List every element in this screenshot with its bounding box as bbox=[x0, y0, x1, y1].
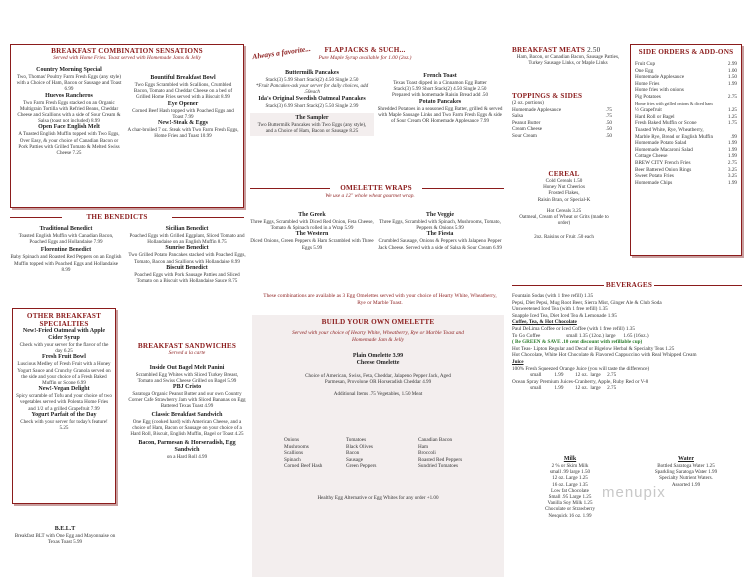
side-name: Home fries with onions bbox=[635, 87, 684, 94]
belt-item bbox=[12, 526, 118, 545]
potato-pancakes-name: Potato Pancakes bbox=[418, 98, 462, 105]
milk-line: Low fat Chocolate bbox=[551, 487, 589, 494]
oatmeal-pancakes-prices: Stack(3) 6.99 Short Stack(2) 5.50 Single 2.99 bbox=[265, 102, 359, 109]
wrap-desc: Crumbled Sausage, Onions & Peppers with Jalapeno Pepper Jack Cheese. Served with a side of Salsa & Sour Cream 6.99 bbox=[378, 238, 502, 251]
sampler-panel bbox=[250, 113, 374, 136]
combo-name: Open Face English Melt bbox=[38, 124, 100, 131]
beverage-subheading: Juice bbox=[512, 358, 524, 365]
sandwich-desc: on a Hard Roll 4.99 bbox=[166, 454, 208, 461]
sandwiches-subtitle: Served a la carte bbox=[168, 350, 206, 356]
side-price: 2.75 bbox=[727, 93, 737, 100]
benedict-desc: Two Grilled Potato Pancakes stacked with Poached Eggs, Tomato, Bacon and Scallions with Hollandaise 8.99 bbox=[128, 252, 246, 265]
french-toast-name: French Toast bbox=[423, 73, 457, 79]
toppings-sub: (2 oz. portions) bbox=[512, 100, 544, 106]
combo-desc: Two Eggs Scrambled with Scallions, Crumbled Bacon, Tomato and Cheddar Cheese on a bed of Grilled Home Fries served with a Biscuit 8.99 bbox=[133, 82, 233, 101]
french-toast-desc: Texas Toast dipped in a Cinnamon Egg Batter bbox=[393, 80, 487, 86]
topping-price: .50 bbox=[605, 132, 612, 139]
topping-price: .50 bbox=[605, 126, 612, 133]
specialty-name: Yogurt Parfait of the Day bbox=[31, 411, 97, 418]
side-price: 1.25 bbox=[727, 107, 737, 114]
combo-name: Country Morning Special bbox=[36, 67, 102, 73]
specialty-desc: Check with your server for today's feature! 5.25 bbox=[20, 418, 108, 432]
side-name: Cottage Cheese bbox=[635, 153, 668, 160]
wrap-name: The Fiesta bbox=[426, 231, 454, 238]
benedict-desc: Baby Spinach and Roasted Red Peppers on an English Muffin topped with Poached Eggs and Hollandaise 8.99 bbox=[10, 254, 122, 273]
milk-line: small .99 large 1.50 bbox=[549, 469, 591, 476]
beverage-line: Ocean Spray Premium Juices-Cranberry, Apple, Ruby Red or V-8 bbox=[512, 378, 649, 385]
omelette-ingredient: Sundried Tomatoes bbox=[418, 463, 459, 470]
wrap-desc: Three Eggs, Scrambled with Diced Red Onion, Feta Cheese, Tomato & Spinach rolled in a Wrap 5.99 bbox=[250, 219, 374, 232]
combo-desc: Corned Beef Hash topped with Poached Eggs and Toast 7.99 bbox=[132, 107, 234, 120]
benedicts-title: THE BENEDICTS bbox=[86, 213, 148, 221]
sandwich-name: Inside Out Bagel Melt Panini bbox=[149, 364, 225, 371]
toppings-title: TOPPINGS & SIDES bbox=[512, 92, 583, 100]
combo-name: Bountiful Breakfast Bowl bbox=[150, 75, 216, 81]
topping-name: Homemade Applesauce bbox=[512, 106, 562, 113]
belt-desc: Breakfast BLT with One Egg and Mayonnaise on Texas Toast 5.99 bbox=[14, 533, 116, 546]
milk-line: Nesquick 16 oz. 1.99 bbox=[548, 512, 592, 519]
side-name: Fruit Cup bbox=[635, 61, 656, 67]
side-name: Home Fries bbox=[635, 80, 660, 87]
divider bbox=[250, 188, 330, 189]
side-name: Home fries with grilled onions & diced ham bbox=[635, 100, 713, 106]
sandwich-name: Bacon, Parmesan & Horseradish, Egg Sandwich bbox=[138, 440, 236, 454]
topping-name: Sour Cream bbox=[512, 132, 537, 139]
potato-pancakes-desc: Shredded Potatoes in a seasoned Egg Batter, grilled & served with Maple Sausage Links and Two Farm Fresh Eggs & side of Sour Cream OR Homemade Applesauce 7.99 bbox=[377, 105, 503, 125]
side-price: 1.99 bbox=[727, 140, 737, 147]
watermark: menupix bbox=[602, 484, 666, 501]
wrap-name: The Veggie bbox=[425, 212, 455, 218]
omelette-ingredient: Scallions bbox=[284, 450, 304, 457]
omelette-ingredient: Mushrooms bbox=[284, 443, 309, 450]
divider bbox=[10, 217, 62, 218]
milk-line: Vanilla Soy Milk 1.25 bbox=[547, 500, 593, 507]
topping-name: Peanut Butter bbox=[512, 119, 541, 126]
side-name: Hard Roll or Bagel bbox=[635, 113, 675, 120]
omelette-ingredient: Onions bbox=[284, 437, 299, 443]
combo-desc: A Toasted English Muffin topped with Two Eggs, Over Easy, & your choice of Canadian Bacon or Pork Patties with Grilled Tomato & Melted Swiss Cheese 7.25 bbox=[18, 131, 120, 157]
additional-items: Additional Items .75 Vegetables, 1.50 Meat bbox=[333, 391, 423, 398]
milk-line: 12 oz. Large 1.25 bbox=[552, 475, 588, 482]
raisins-fruit: 2oz. Raisins or Fruit .50 each bbox=[534, 234, 594, 241]
cheese-omelette-title: Cheese Omelette bbox=[356, 360, 400, 366]
buttermilk-note: *Fruit Pancakes-ask your server for daily choices, add .50each bbox=[255, 83, 369, 96]
topping-name: Cream Cheese bbox=[512, 126, 543, 133]
side-price: 1.25 bbox=[727, 113, 737, 120]
beverage-line: small 1.99 12 oz. large 2.75 bbox=[512, 385, 617, 392]
side-name: Homemade Macaroni Salad bbox=[635, 146, 693, 153]
omelette-ingredient: Tomatoes bbox=[346, 437, 367, 443]
breakfast-meats-title: BREAKFAST MEATS bbox=[512, 46, 586, 54]
omelette-items-col2 bbox=[346, 437, 406, 470]
omelette-ingredient: Black Olives bbox=[346, 443, 373, 450]
benedicts-left-column bbox=[10, 226, 122, 273]
side-name: Toasted White, Rye, Wheatberry, bbox=[635, 126, 704, 133]
specialty-name: New!-Vegan Delight bbox=[38, 386, 90, 393]
milk-line: 16 oz. Large 1.35 bbox=[552, 481, 588, 488]
side-name: Pig Potatoes bbox=[635, 93, 661, 100]
side-name: Homemade Potato Salad bbox=[635, 140, 687, 147]
divider bbox=[422, 188, 504, 189]
milk-line: Chocolate or Strawberry bbox=[544, 506, 596, 513]
wrap-name: The Greek bbox=[298, 212, 326, 218]
breakfast-combos-subtitle: Served with Home Fries. Toast served with Homemade Jams & Jelly bbox=[53, 55, 201, 61]
sampler-desc: Two Buttermilk Pancakes with Two Eggs (any style), and a Choice of Ham, Bacon or Sausage 8.25 bbox=[257, 121, 367, 135]
always-favorite-tag: Always a favorite... bbox=[251, 43, 312, 62]
cereal-section bbox=[508, 170, 620, 241]
side-name: Sweet Potato Fries bbox=[635, 173, 674, 180]
milk-title: Milk bbox=[563, 456, 577, 462]
side-name: BREW CITY French Fries bbox=[635, 159, 691, 166]
side-price: 1.00 bbox=[727, 67, 737, 74]
sandwich-desc: One Egg (cooked hard) with American Cheese, and a choice of Ham, Bacon or Sausage on your choice of a Hard Roll, Biscuit, English Muffin, Bagel or Toast 4.25 bbox=[130, 418, 244, 437]
combo-name: Huevos Rancheros bbox=[45, 92, 93, 99]
combos-left-column bbox=[15, 67, 123, 156]
breakfast-meats-section bbox=[512, 46, 624, 66]
hot-cereals: Hot Cereals 3.25 bbox=[546, 207, 582, 214]
side-name: Fresh Baked Muffin or Scone bbox=[635, 120, 697, 127]
side-price: 3.25 bbox=[727, 173, 737, 180]
build-omelette-panel bbox=[252, 315, 504, 577]
topping-price: .75 bbox=[605, 113, 612, 120]
wraps-note: These combinations are available as 3 Egg Omelettes served with your choice of Hearty White, Wheatberry, Rye or Marble Toast. bbox=[263, 293, 497, 306]
water-title: Water bbox=[678, 456, 694, 462]
wrap-name: The Western bbox=[295, 231, 329, 238]
combo-name: Eye Opener bbox=[167, 100, 199, 107]
side-name: One Egg bbox=[635, 67, 654, 74]
other-specialties-box bbox=[12, 308, 116, 504]
cereal-title: CEREAL bbox=[548, 170, 580, 178]
beverage-subheading: Coffee, Tea, & Hot Chocolate bbox=[512, 319, 577, 326]
oatmeal-pancakes-name: Ida's Original Swedish Oatmeal Pancakes bbox=[258, 95, 366, 102]
pancakes-column bbox=[250, 70, 374, 136]
sandwich-desc: Saratoga Organic Peanut Butter and our own Country Corner Cafe Strawberry Jam with Sliced Bananas on Egg Battered Texas Toast 4.99 bbox=[128, 390, 246, 410]
side-price: 1.99 bbox=[727, 146, 737, 153]
topping-price: .75 bbox=[605, 106, 612, 113]
omelette-ingredient: Bacon bbox=[346, 450, 360, 457]
sandwich-name: Classic Breakfast Sandwich bbox=[151, 411, 223, 418]
beverage-line: Hot Chocolate, White Hot Chocolate & Flavored Cappuccino with Real Whipped Cream bbox=[512, 352, 697, 359]
hot-cereals-desc: Oatmeal, Cream of Wheat or Grits (made to order) bbox=[519, 214, 609, 227]
beverage-line: Snapple Iced Tea, Diet Iced Tea & Lemonade 1.95 bbox=[512, 312, 617, 319]
sandwiches-section bbox=[128, 342, 246, 460]
beverage-line: To Go Coffee small 1.35 (12oz.) large 1.65 (16oz.) bbox=[512, 332, 649, 339]
side-price: 1.99 bbox=[727, 80, 737, 87]
beverage-line: Fountain Sodas (with 1 free refill) 1.35 bbox=[512, 293, 594, 299]
omelette-items-col1 bbox=[284, 437, 344, 470]
water-line: Sparkling Saratoga Water 1.99 bbox=[654, 469, 718, 476]
side-name: Beer Battered Onion Rings bbox=[635, 166, 692, 173]
side-price: 2.99 bbox=[727, 61, 737, 67]
benedict-desc: Poached Eggs with Grilled Eggplant, Sliced Tomato and Hollandaise on an English Muffin 8.75 bbox=[129, 233, 245, 246]
combo-name: New!-Steak & Eggs bbox=[158, 120, 208, 127]
side-orders-box bbox=[630, 44, 742, 256]
toast-column bbox=[376, 73, 504, 124]
specialty-name: Fresh Fruit Bowl bbox=[42, 354, 86, 361]
omelette-items-col3 bbox=[418, 437, 502, 470]
benedict-desc: Poached Eggs with Pork Sausage Patties and Sliced Tomato on a Biscuit with Hollandaise Sauce 8.75 bbox=[134, 271, 240, 285]
omelette-ingredient: Canadian Bacon bbox=[418, 437, 453, 443]
build-omelette-subtitle: Served with your choice of Hearty White, Wheatberry, Rye or Marble Toast and Homemade Jam & Jelly bbox=[292, 330, 464, 343]
other-specialties-title: SPECIALTIES bbox=[39, 320, 89, 328]
sandwich-name: PBJ Cristo bbox=[172, 383, 202, 390]
side-orders-title: SIDE ORDERS & ADD-ONS bbox=[638, 48, 734, 56]
side-price: 1.50 bbox=[727, 74, 737, 81]
milk-line: 2 % or Skim Milk bbox=[551, 463, 589, 469]
plain-omelette: Plain Omelette 3.99 bbox=[352, 353, 404, 359]
benedict-desc: Toasted English Muffin with Canadian Bacon, Poached Eggs and Hollandaise 7.99 bbox=[18, 233, 114, 246]
beverage-line: 100% Fresh Squeezed Orange Juice (you will taste the difference) bbox=[512, 365, 650, 372]
side-name: ½ Grapefruit bbox=[635, 107, 662, 114]
side-name: Marble Rye, Bread or English Muffin bbox=[635, 133, 714, 140]
toppings-section bbox=[512, 92, 612, 140]
breakfast-combos-box bbox=[10, 44, 244, 208]
side-name: Homemade Applesauce bbox=[635, 74, 685, 81]
divider bbox=[512, 285, 604, 286]
benedict-name: Florentine Benedict bbox=[40, 247, 92, 254]
sandwich-desc: Scrambled Egg Whites with Sliced Turkey Breast, Tomato and Swiss Cheese Grilled on Bagel 5.99 bbox=[135, 371, 239, 384]
water-line: Assorted 1.99 bbox=[671, 481, 701, 488]
sampler-name: The Sampler bbox=[295, 114, 329, 121]
side-orders-list bbox=[631, 61, 741, 186]
build-omelette-title: BUILD YOUR OWN OMELETTE bbox=[321, 318, 435, 326]
buttermilk-name: Buttermilk Pancakes bbox=[285, 70, 339, 76]
beverage-line: Paul DeLima Coffee or Iced Coffee (with 1 free refill) 1.35 bbox=[512, 325, 635, 332]
egg-alternative-note: Healthy Egg Alternative or Egg Whites for any order +1.00 bbox=[317, 495, 439, 501]
milk-line: Small .95 Large 1.25 bbox=[548, 494, 592, 501]
cereal-option: Raisin Bran, or Special-K bbox=[537, 196, 591, 203]
side-price: 1.99 bbox=[727, 153, 737, 160]
combo-desc: A char-broiled 7 oz. Steak with Two Farm Fresh Eggs, Home Fries and Toast 10.99 bbox=[127, 127, 239, 140]
beverages-title: BEVERAGES bbox=[605, 281, 653, 289]
omelette-ingredient: Corned Beef Hash bbox=[284, 463, 323, 470]
benedict-name: Sunrise Benedict bbox=[165, 245, 209, 252]
benedicts-right-column bbox=[128, 226, 246, 284]
side-price: 1.99 bbox=[727, 179, 737, 186]
cold-cereals: Cold Cereals 1.50 bbox=[545, 178, 583, 184]
buttermilk-prices: Stack(3) 5.99 Short Stack(2) 4.50 Single 2.50 bbox=[265, 77, 359, 83]
omelette-ingredient: Green Peppers bbox=[346, 463, 377, 470]
divider bbox=[172, 217, 244, 218]
wrap-desc: Three Eggs, Scrambled with Spinach, Mushrooms, Tomato, Peppers & Onions 5.99 bbox=[379, 219, 501, 232]
specialty-desc: Luscious Medley of Fresh Fruit with a Honey Yogurt Sauce and Crunchy Granola served on the side and your choice of a Fresh Baked Muffin or Scone 6.99 bbox=[17, 361, 111, 387]
omelette-ingredient: Spinach bbox=[284, 456, 301, 463]
breakfast-combos-title: BREAKFAST COMBINATION SENSATIONS bbox=[51, 47, 203, 55]
specialty-desc: Spicy scramble of Tofu and your choice of two vegetables served with Polenta Home Fries and 1/2 of a grilled Grapefruit 7.99 bbox=[16, 393, 112, 412]
benedict-name: Sicilian Benedict bbox=[165, 226, 209, 232]
flapjacks-subtitle: Pure Maple Syrup available for 1.00 (2oz.) bbox=[318, 55, 412, 61]
wrap-desc: Diced Onions, Green Peppers & Ham Scrambled with Three Eggs 5.99 bbox=[250, 238, 374, 251]
beverages-list bbox=[512, 293, 746, 392]
side-price: 2.75 bbox=[727, 159, 737, 166]
cereal-option: Frosted Flakes, bbox=[548, 190, 580, 197]
side-price: .99 bbox=[730, 133, 737, 140]
omelette-ingredient: Ham bbox=[418, 443, 429, 450]
french-toast-extra: Prepared with homemade Raisin Bread add .50 bbox=[391, 92, 489, 99]
beverage-line: small 1.99 12 oz. large 2.75 bbox=[512, 372, 617, 379]
other-specialties-title: OTHER BREAKFAST bbox=[26, 312, 102, 320]
omelette-wraps-subtitle: We use a 12" whole wheat gourmet wrap. bbox=[325, 193, 415, 199]
omelette-ingredient: Broccoli bbox=[418, 450, 436, 457]
side-price: 3.25 bbox=[727, 166, 737, 173]
omelette-ingredient: Sausage bbox=[346, 456, 363, 463]
cheese-omelette-desc: Choice of American, Swiss, Feta, Cheddar, Jalapeno Pepper Jack, Aged Parmesan, Provolone OR Horseradish Cheddar 4.99 bbox=[305, 373, 451, 386]
benedict-name: Traditional Benedict bbox=[39, 226, 93, 232]
combos-right-column bbox=[127, 75, 239, 139]
breakfast-meats-desc: Ham, Bacon, or Canadian Bacon, Sausage Patties, Turkey Sausage Links, or Maple Links bbox=[516, 54, 620, 67]
side-price: 1.75 bbox=[727, 120, 737, 127]
wraps-left-column bbox=[250, 212, 374, 251]
breakfast-meats-price: 2.50 bbox=[587, 46, 601, 54]
benedict-name: Biscuit Benedict bbox=[166, 264, 208, 271]
topping-price: .50 bbox=[605, 119, 612, 126]
omelette-ingredient: Roasted Red Peppers bbox=[418, 456, 463, 463]
topping-name: Salsa bbox=[512, 113, 523, 120]
sandwiches-title: BREAKFAST SANDWICHES bbox=[137, 342, 237, 350]
water-line: Bottled Saratoga Water 1.25 bbox=[657, 463, 715, 469]
specialty-desc: Check with your server for the flavor of the day 6.25 bbox=[19, 342, 109, 355]
beverage-line: Pepsi, Diet Pepsi, Mug Root Beer, Sierra Mist, Ginger Ale & Club Soda bbox=[512, 299, 662, 306]
belt-name: B.E.L.T bbox=[54, 526, 76, 532]
beverage-line: Unsweetened Iced Tea (with 1 free refill) 1.35 bbox=[512, 306, 608, 313]
water-line: Specialty Nutrient Waters. bbox=[659, 475, 713, 482]
combo-desc: Two, Thomas' Poultry Farm Fresh Eggs (any style) with a Choice of Ham, Bacon or Sausage and Toast 6.99 bbox=[16, 74, 122, 93]
cereal-option: Honey Nut Cheerios bbox=[543, 184, 585, 191]
side-name: Homemade Chips bbox=[635, 179, 673, 186]
wraps-right-column bbox=[376, 212, 504, 251]
flapjacks-title: FLAPJACKS & SUCH... bbox=[324, 46, 406, 54]
beverage-line: Hot Teas- Lipton Regular and Decaf or Bigelow Herbal & Specialty Teas 1.25 bbox=[512, 345, 675, 352]
combo-desc: Two Farm Fresh Eggs stacked on an Organic Multigrain Tortilla with Refried Beans, Cheddar Cheese and Scallions with a side of Sour Cream & Salsa (toast not included) 8.99 bbox=[17, 99, 121, 125]
divider bbox=[654, 285, 742, 286]
green-discount-note: ( Be GREEN & SAVE .10 cent discount with refillable cup) bbox=[512, 339, 643, 346]
french-toast-prices: Stack(3) 5.99 Short Stack(2) 4.50 Single 2.50 bbox=[393, 86, 487, 93]
specialty-name: New!-Fried Oatmeal with Apple Cider Syrup bbox=[22, 328, 106, 341]
omelette-wraps-title: OMELETTE WRAPS bbox=[340, 184, 412, 192]
